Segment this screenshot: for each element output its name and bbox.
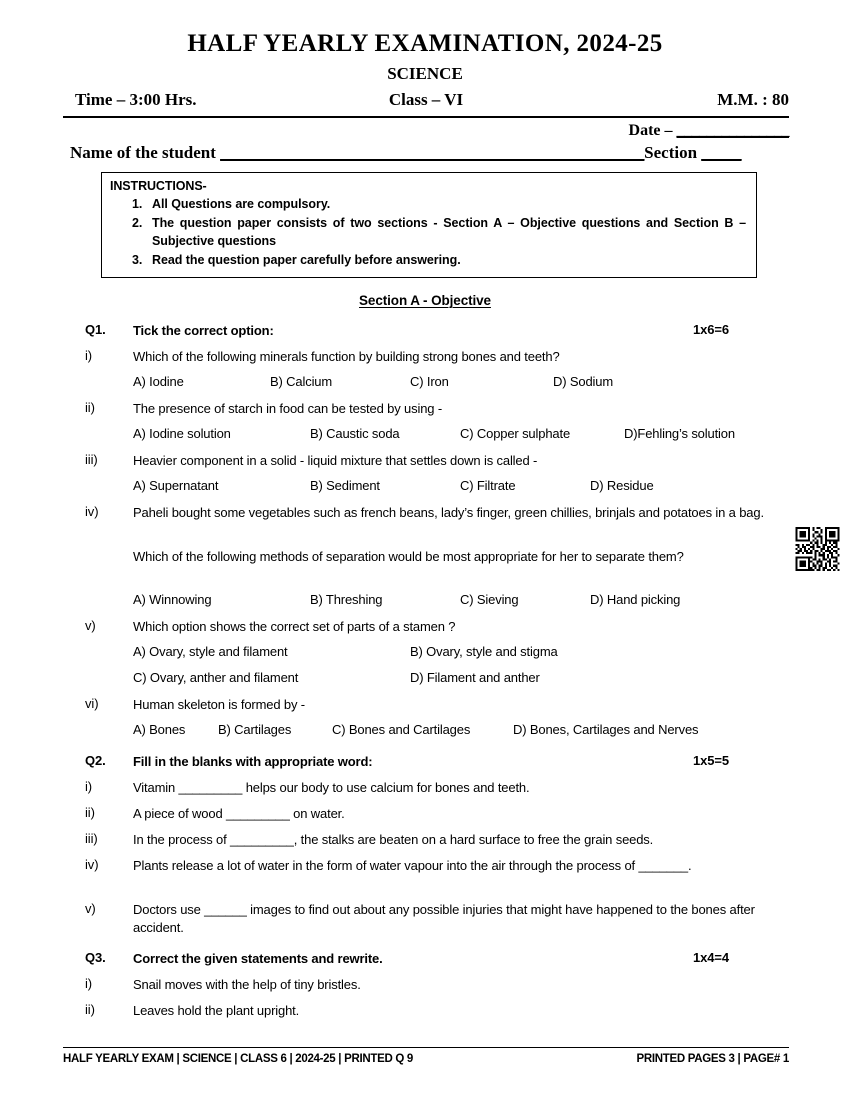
section-a-heading <box>0 293 850 308</box>
option-b[interactable]: B) Sediment <box>310 478 380 493</box>
option-c[interactable]: C) Iron <box>410 374 449 389</box>
instruction-item <box>110 195 748 214</box>
footer-left-text: HALF YEARLY EXAM | SCIENCE | CLASS 6 | 2024-25 | PRINTED Q 9 <box>63 1053 413 1065</box>
question-part <box>0 504 850 548</box>
question-prompt: Tick the correct option: <box>133 323 274 338</box>
instruction-item <box>110 251 748 270</box>
footer-right-text: PRINTED PAGES 3 | PAGE# 1 <box>636 1053 789 1065</box>
option-a[interactable]: A) Bones <box>133 722 186 737</box>
option-row <box>0 478 850 504</box>
question-part <box>0 696 850 722</box>
part-label: iii) <box>85 452 98 467</box>
option-d[interactable]: D) Hand picking <box>590 592 681 607</box>
instruction-number: 3. <box>132 252 143 267</box>
time-label: Time – 3:00 Hrs. <box>75 90 197 109</box>
instruction-item <box>110 214 748 251</box>
part-label: v) <box>85 901 96 916</box>
question-q3 <box>0 950 850 1028</box>
question-q2 <box>0 753 850 945</box>
max-marks-label: M.M. : 80 <box>717 90 789 109</box>
date-field <box>629 122 789 140</box>
option-b[interactable]: B) Threshing <box>310 592 383 607</box>
option-row <box>0 722 850 748</box>
part-text: Which option shows the correct set of parts of a stamen ? <box>133 619 456 634</box>
part-label: v) <box>85 618 96 633</box>
part-text: Doctors use ______ images to find out about any possible injuries that might have happened to the bones after accident. <box>133 902 755 935</box>
option-row <box>0 670 850 696</box>
question-header <box>0 950 850 976</box>
option-d[interactable]: D) Bones, Cartilages and Nerves <box>513 722 699 737</box>
part-text: A piece of wood _________ on water. <box>133 806 345 821</box>
option-b[interactable]: B) Calcium <box>270 374 333 389</box>
question-header <box>0 322 850 348</box>
question-marks: 1x6=6 <box>693 322 730 337</box>
date-label: Date – <box>628 122 677 139</box>
option-d[interactable]: D)Fehling’s solution <box>624 426 735 441</box>
option-d[interactable]: D) Filament and anther <box>410 670 540 685</box>
instructions-box <box>101 172 757 278</box>
part-label: iv) <box>85 857 99 872</box>
option-d[interactable]: D) Residue <box>590 478 654 493</box>
part-text: Vitamin _________ helps our body to use calcium for bones and teeth. <box>133 780 530 795</box>
page-title: HALF YEARLY EXAMINATION, 2024-25 <box>187 30 663 57</box>
part-text: Which of the following minerals function by building strong bones and teeth? <box>133 349 560 364</box>
part-label: ii) <box>85 400 95 415</box>
part-text: Snail moves with the help of tiny bristles. <box>133 977 361 992</box>
option-a[interactable]: A) Ovary, style and filament <box>133 644 288 659</box>
option-b[interactable]: B) Caustic soda <box>310 426 400 441</box>
section-label: Section <box>644 143 702 162</box>
option-a[interactable]: A) Supernatant <box>133 478 219 493</box>
section-a-heading-text: Section A - Objective <box>359 293 491 308</box>
option-b[interactable]: B) Cartilages <box>218 722 292 737</box>
part-label: vi) <box>85 696 99 711</box>
question-part-continued <box>0 548 850 592</box>
part-label: i) <box>85 976 93 991</box>
option-c[interactable]: C) Copper sulphate <box>460 426 571 441</box>
part-label: iv) <box>85 504 99 519</box>
header-divider <box>63 116 789 118</box>
qr-code-icon <box>795 527 840 571</box>
part-text: Human skeleton is formed by - <box>133 697 305 712</box>
part-text: Paheli bought some vegetables such as french beans, lady’s finger, green chillies, brinjals and potatoes in a bag. <box>133 505 764 520</box>
option-row <box>0 374 850 400</box>
subject-title: SCIENCE <box>387 64 463 83</box>
name-blank[interactable]: _____________________________________________________ <box>220 143 645 162</box>
question-part <box>0 805 850 831</box>
question-part <box>0 400 850 426</box>
question-part <box>0 618 850 644</box>
question-header <box>0 753 850 779</box>
instructions-list <box>110 195 748 269</box>
part-text-2: Which of the following methods of separation would be most appropriate for her to separate them? <box>133 549 684 564</box>
part-label: iii) <box>85 831 98 846</box>
question-number: Q3. <box>85 950 106 965</box>
option-a[interactable]: A) Iodine <box>133 374 184 389</box>
name-label: Name of the student <box>70 143 221 162</box>
part-label: ii) <box>85 1002 95 1017</box>
option-a[interactable]: A) Iodine solution <box>133 426 231 441</box>
question-q1 <box>0 322 850 748</box>
class-label: Class – VI <box>388 90 464 109</box>
question-number: Q2. <box>85 753 106 768</box>
option-b[interactable]: B) Ovary, style and stigma <box>410 644 558 659</box>
question-number: Q1. <box>85 322 106 337</box>
exam-meta-row <box>63 90 789 112</box>
part-text: Plants release a lot of water in the form of water vapour into the air through the process of _______. <box>133 858 692 873</box>
question-part <box>0 857 850 901</box>
date-blank[interactable]: _______________ <box>676 122 789 139</box>
part-text: Leaves hold the plant upright. <box>133 1003 300 1018</box>
option-row <box>0 426 850 452</box>
instruction-text: The question paper consists of two sections - Section A – Objective questions and Section B – Subjective questions <box>152 215 746 248</box>
part-text: Heavier component in a solid - liquid mixture that settles down is called - <box>133 453 538 468</box>
question-marks: 1x4=4 <box>693 950 730 965</box>
instruction-number: 1. <box>132 197 143 211</box>
option-c[interactable]: C) Filtrate <box>460 478 516 493</box>
question-part <box>0 348 850 374</box>
question-part <box>0 976 850 1002</box>
question-part <box>0 901 850 945</box>
question-marks: 1x5=5 <box>693 753 730 768</box>
option-c[interactable]: C) Ovary, anther and filament <box>133 670 299 685</box>
footer-divider <box>63 1047 789 1048</box>
instruction-number: 2. <box>132 215 143 230</box>
option-d[interactable]: D) Sodium <box>553 374 614 389</box>
option-row <box>0 644 850 670</box>
part-label: i) <box>85 348 93 363</box>
option-row <box>0 592 850 618</box>
question-prompt: Fill in the blanks with appropriate word: <box>133 754 373 769</box>
instruction-text: Read the question paper carefully before answering. <box>152 252 461 267</box>
option-c[interactable]: C) Bones and Cartilages <box>332 722 471 737</box>
option-a[interactable]: A) Winnowing <box>133 592 212 607</box>
part-label: ii) <box>85 805 95 820</box>
part-label: i) <box>85 779 93 794</box>
question-part <box>0 779 850 805</box>
question-part <box>0 452 850 478</box>
question-part <box>0 831 850 857</box>
instructions-title: INSTRUCTIONS- <box>110 179 207 193</box>
option-c[interactable]: C) Sieving <box>460 592 519 607</box>
question-part <box>0 1002 850 1028</box>
part-text: In the process of _________, the stalks are beaten on a hard surface to free the grain seeds. <box>133 832 654 847</box>
question-prompt: Correct the given statements and rewrite. <box>133 951 383 966</box>
section-blank[interactable]: _____ <box>701 143 742 162</box>
instruction-text: All Questions are compulsory. <box>152 197 331 211</box>
part-text: The presence of starch in food can be tested by using - <box>133 401 442 416</box>
student-name-field <box>70 143 741 163</box>
